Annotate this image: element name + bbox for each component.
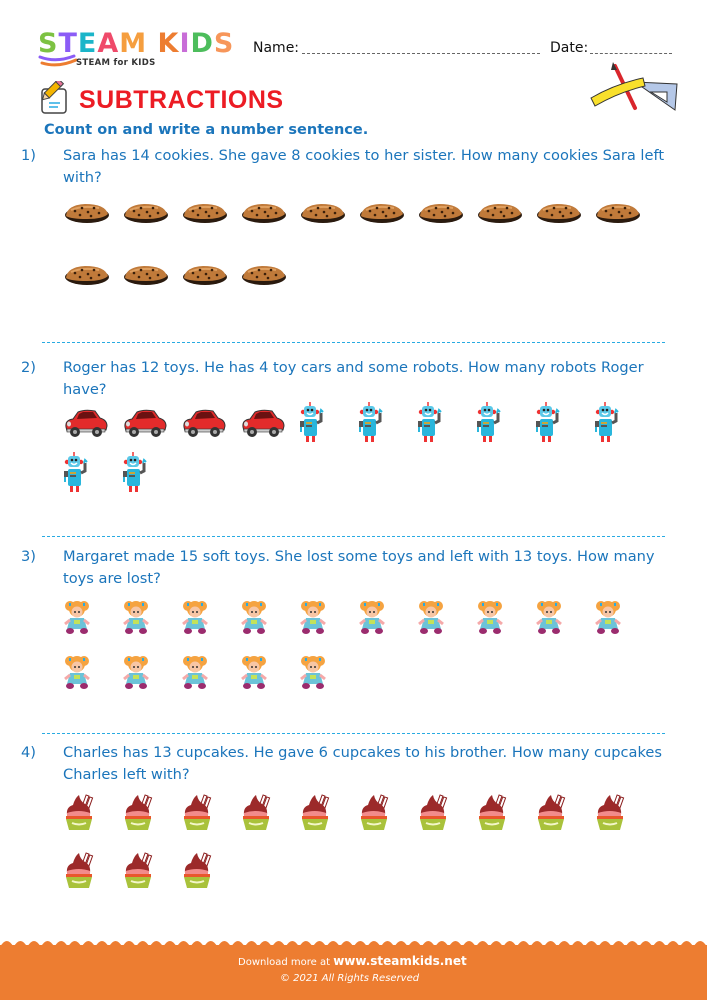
worksheet-pencil-icon	[38, 81, 70, 115]
cookie-icon	[358, 193, 417, 233]
cupcake-icon	[535, 793, 594, 833]
cookie-icon	[476, 193, 535, 233]
instruction-text: Count on and write a number sentence.	[44, 122, 369, 138]
section-divider	[42, 733, 665, 734]
cookie-icon	[63, 255, 122, 295]
question-number: 1)	[21, 147, 36, 164]
question-number: 3)	[21, 548, 36, 565]
doll-icon	[63, 597, 122, 637]
doll-icon	[181, 652, 240, 692]
cupcake-icon	[181, 851, 240, 891]
doll-icon	[594, 597, 653, 637]
question-text: Margaret made 15 soft toys. She lost some toys and left with 13 toys. How many toys are lost?	[63, 548, 655, 587]
doll-icon	[417, 597, 476, 637]
question-3-row-2	[63, 652, 358, 692]
question-3	[21, 546, 682, 590]
question-4-row-1	[63, 793, 653, 833]
doll-icon	[299, 597, 358, 637]
logo-letter	[147, 30, 157, 58]
cookie-icon	[535, 193, 594, 233]
cookie-icon	[181, 255, 240, 295]
logo-letter: S	[38, 28, 59, 59]
robot-icon	[122, 453, 181, 493]
car-icon	[181, 403, 240, 443]
page-title: SUBTRACTIONS	[79, 86, 284, 114]
doll-icon	[63, 652, 122, 692]
robot-icon	[63, 453, 122, 493]
question-2	[21, 357, 682, 401]
date-field[interactable]	[590, 53, 672, 54]
name-field[interactable]	[302, 53, 540, 54]
cupcake-icon	[476, 793, 535, 833]
cupcake-icon	[240, 793, 299, 833]
logo-letter: E	[77, 28, 98, 59]
doll-icon	[476, 597, 535, 637]
cookie-icon	[299, 193, 358, 233]
logo-letter: D	[190, 28, 214, 59]
cupcake-icon	[417, 793, 476, 833]
doll-icon	[358, 597, 417, 637]
question-number: 2)	[21, 359, 36, 376]
doll-icon	[122, 597, 181, 637]
cupcake-icon	[122, 793, 181, 833]
robot-icon	[535, 403, 594, 443]
car-icon	[63, 403, 122, 443]
cupcake-icon	[358, 793, 417, 833]
cupcake-icon	[63, 793, 122, 833]
doll-icon	[299, 652, 358, 692]
logo-letter: S	[213, 28, 235, 59]
question-1-row-1	[63, 193, 653, 233]
cookie-icon	[122, 193, 181, 233]
footer-download	[238, 954, 467, 968]
cookie-icon	[240, 255, 299, 295]
question-4-row-2	[63, 851, 240, 891]
cookie-icon	[122, 255, 181, 295]
download-prefix: Download more at	[238, 957, 331, 968]
cookie-icon	[240, 193, 299, 233]
steam-kids-logo	[38, 30, 238, 70]
cookie-icon	[63, 193, 122, 233]
copyright: © 2021 All Rights Reserved	[280, 973, 420, 984]
cupcake-icon	[122, 851, 181, 891]
cookie-icon	[417, 193, 476, 233]
question-3-row-1	[63, 597, 653, 637]
question-4	[21, 742, 682, 786]
logo-letter: K	[157, 28, 180, 59]
question-text: Sara has 14 cookies. She gave 8 cookies to her sister. How many cookies Sara left with?	[63, 147, 665, 186]
logo-letter: M	[119, 28, 148, 59]
car-icon	[122, 403, 181, 443]
robot-icon	[476, 403, 535, 443]
question-2-row-1	[63, 403, 653, 443]
question-text: Roger has 12 toys. He has 4 toy cars and some robots. How many robots Roger have?	[63, 359, 644, 398]
robot-icon	[417, 403, 476, 443]
footer-scallop-edge	[0, 937, 707, 947]
section-divider	[42, 342, 665, 343]
robot-icon	[299, 403, 358, 443]
cookie-icon	[594, 193, 653, 233]
logo-letter: I	[179, 28, 191, 59]
cupcake-icon	[63, 851, 122, 891]
question-1-row-2	[63, 255, 299, 295]
logo-letter: A	[97, 28, 120, 59]
question-number: 4)	[21, 744, 36, 761]
cupcake-icon	[181, 793, 240, 833]
doll-icon	[181, 597, 240, 637]
doll-icon	[122, 652, 181, 692]
section-divider	[42, 536, 665, 537]
footer	[0, 945, 707, 1000]
car-icon	[240, 403, 299, 443]
date-label: Date:	[550, 40, 589, 56]
doll-icon	[240, 652, 299, 692]
robot-icon	[594, 403, 653, 443]
doll-icon	[535, 597, 594, 637]
cupcake-icon	[594, 793, 653, 833]
doll-icon	[240, 597, 299, 637]
ruler-pencil-icon	[585, 62, 680, 114]
logo-subtitle: STEAM for KIDS	[76, 58, 156, 68]
question-2-row-2	[63, 453, 181, 493]
name-label: Name:	[253, 40, 300, 56]
question-text: Charles has 13 cupcakes. He gave 6 cupcakes to his brother. How many cupcakes Charles left with?	[63, 744, 662, 783]
cupcake-icon	[299, 793, 358, 833]
robot-icon	[358, 403, 417, 443]
logo-letter: T	[58, 28, 78, 59]
site-link[interactable]: www.steamkids.net	[333, 954, 467, 968]
cookie-icon	[181, 193, 240, 233]
question-1	[21, 145, 682, 189]
logo-swoosh-icon	[38, 54, 78, 70]
